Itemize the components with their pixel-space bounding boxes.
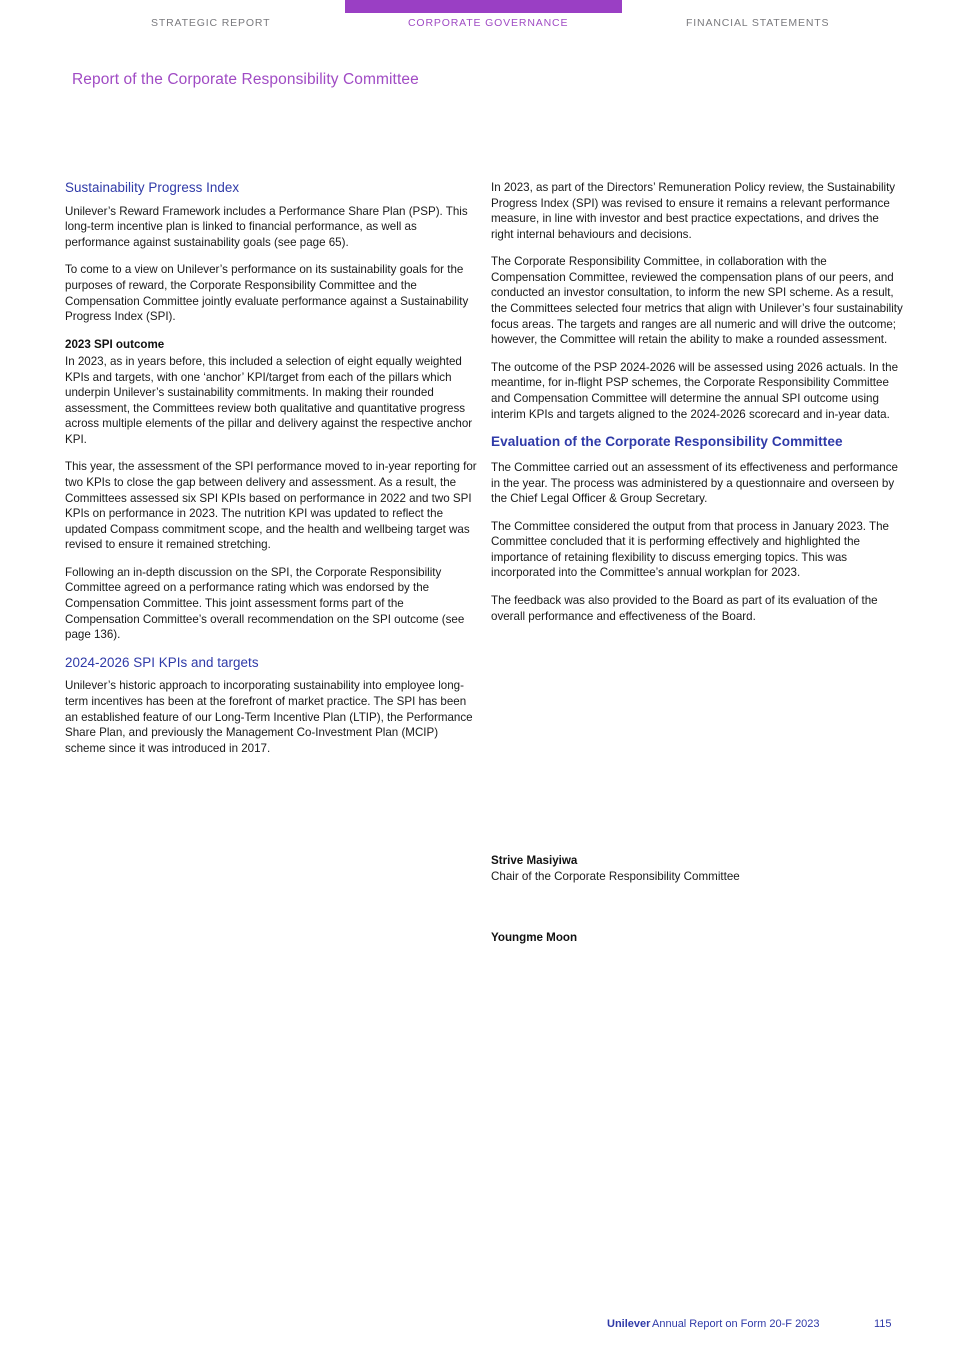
heading-2024-2026-spi-kpis: 2024-2026 SPI KPIs and targets — [65, 654, 259, 670]
top-navigation — [0, 0, 968, 40]
heading-sustainability-progress-index: Sustainability Progress Index — [65, 180, 240, 195]
footer-report-title: Annual Report on Form 20-F 2023 — [652, 1318, 820, 1330]
nav-tab-financial-statements[interactable]: FINANCIAL STATEMENTS — [686, 17, 830, 29]
left-column — [65, 180, 479, 756]
subheading-2023-spi-outcome: 2023 SPI outcome — [65, 337, 165, 351]
paragraph-board-feedback: The feedback was also provided to the Board as part of its evaluation of the overall performance and effectiveness of the Board. — [491, 593, 878, 623]
signatory-name-member: Youngme Moon — [491, 930, 578, 944]
paragraph-historic-approach: Unilever’s historic approach to incorporating sustainability into employee long-term incentives has been at the forefront of market practice. The SPI has been an established feature of our Long-Term Incentive Plan (LTIP), the Performance Share Plan, and previously the Management Co-Investment Plan (MCIP) scheme since it was introduced in 2017. — [65, 679, 473, 755]
paragraph-peer-review-consultation: The Corporate Responsibility Committee, in collaboration with the Compensation Committee, reviewed the compensation plans of our peers, and conducted an investor consultation, to inform the new SPI scheme. As a result, the Committees selected four metrics that align with Unilever’s four sustainability focus areas. The targets and ranges are all numeric and will drive the outcome; however, the Committee will retain the ability to make a rounded assessment. — [491, 255, 903, 347]
paragraph-performance-rating: Following an in-depth discussion on the SPI, the Corporate Responsibility Committee agreed on a performance rating which was endorsed by the Compensation Committee. This joint assessment forms part of the Compensation Committee’s overall recommendation on the SPI outcome (see page 136). — [65, 565, 465, 642]
right-column — [491, 180, 904, 624]
paragraph-january-2023-output: The Committee considered the output from that process in January 2023. The Committee concluded that it is performing effectively and highlighted the importance of retaining flexibility to discuss emerging topics. This was incorporated into the Committee’s annual workplan for 2023. — [491, 519, 889, 580]
paragraph-effectiveness-assessment: The Committee carried out an assessment of its effectiveness and performance in the year. The process was administered by a questionnaire and overseen by the Chief Legal Officer & Group Secretary. — [491, 460, 898, 506]
paragraph-2023-selection: In 2023, as in years before, this included a selection of eight equally weighted KPIs and targets, with one ‘anchor’ KPI/target from each of the pillars which underpin Unilever’s sustainability commitments. In making their rounded assessment, the Committees review both qualitative and quantitative progress across multiple elements of the pillar and delivery against the respective anchor KPI. — [65, 354, 473, 446]
page-title: Report of the Corporate Responsibility Committee — [72, 71, 419, 88]
active-tab-indicator — [345, 0, 622, 13]
signatory-name-chair: Strive Masiyiwa — [491, 854, 578, 867]
page-footer — [0, 1318, 968, 1338]
signatory-role-chair: Chair of the Corporate Responsibility Committee — [491, 869, 740, 883]
paragraph-reward-framework: Unilever’s Reward Framework includes a Performance Share Plan (PSP). This long-term incentive plan is linked to financial performance, as well as performance against sustainability goals (see page 65). — [65, 204, 468, 249]
paragraph-psp-2024-2026-outcome: The outcome of the PSP 2024-2026 will be assessed using 2026 actuals. In the meantime, for in-flight PSP schemes, the Corporate Responsibility Committee and Compensation Committee will determine the annual SPI outcome using interim KPIs and targets aligned to the 2024-2026 scorecard and in-year data. — [491, 360, 899, 421]
signature-block — [491, 853, 904, 945]
heading-evaluation-of-committee: Evaluation of the Corporate Responsibility Committee — [491, 434, 843, 450]
footer-page-number: 115 — [874, 1318, 892, 1330]
nav-tab-corporate-governance[interactable]: CORPORATE GOVERNANCE — [408, 17, 569, 29]
footer-brand: Unilever — [607, 1318, 651, 1330]
paragraph-in-year-reporting: This year, the assessment of the SPI performance moved to in-year reporting for two KPIs to close the gap between delivery and assessment. As a result, the Committees assessed six SPI KPIs based on performance in 2022 and two SPI KPIs on performance in 2023. The nutrition KPI was updated to reflect the updated Compass commitment scope, and the health and wellbeing target was revised to ensure it remained stretching. — [65, 460, 477, 552]
nav-tab-strategic-report[interactable]: STRATEGIC REPORT — [151, 17, 271, 29]
paragraph-remuneration-policy-review: In 2023, as part of the Directors’ Remuneration Policy review, the Sustainability Progress Index (SPI) was revised to ensure it remains a relevant performance measure, in line with investor and best practice expectations, and drives the right internal behaviours and decisions. — [491, 181, 896, 241]
paragraph-view-on-performance: To come to a view on Unilever’s performance on its sustainability goals for the purposes of reward, the Corporate Responsibility Committee and the Compensation Committee jointly evaluate performance against a Sustainability Progress Index (SPI). — [65, 263, 469, 324]
